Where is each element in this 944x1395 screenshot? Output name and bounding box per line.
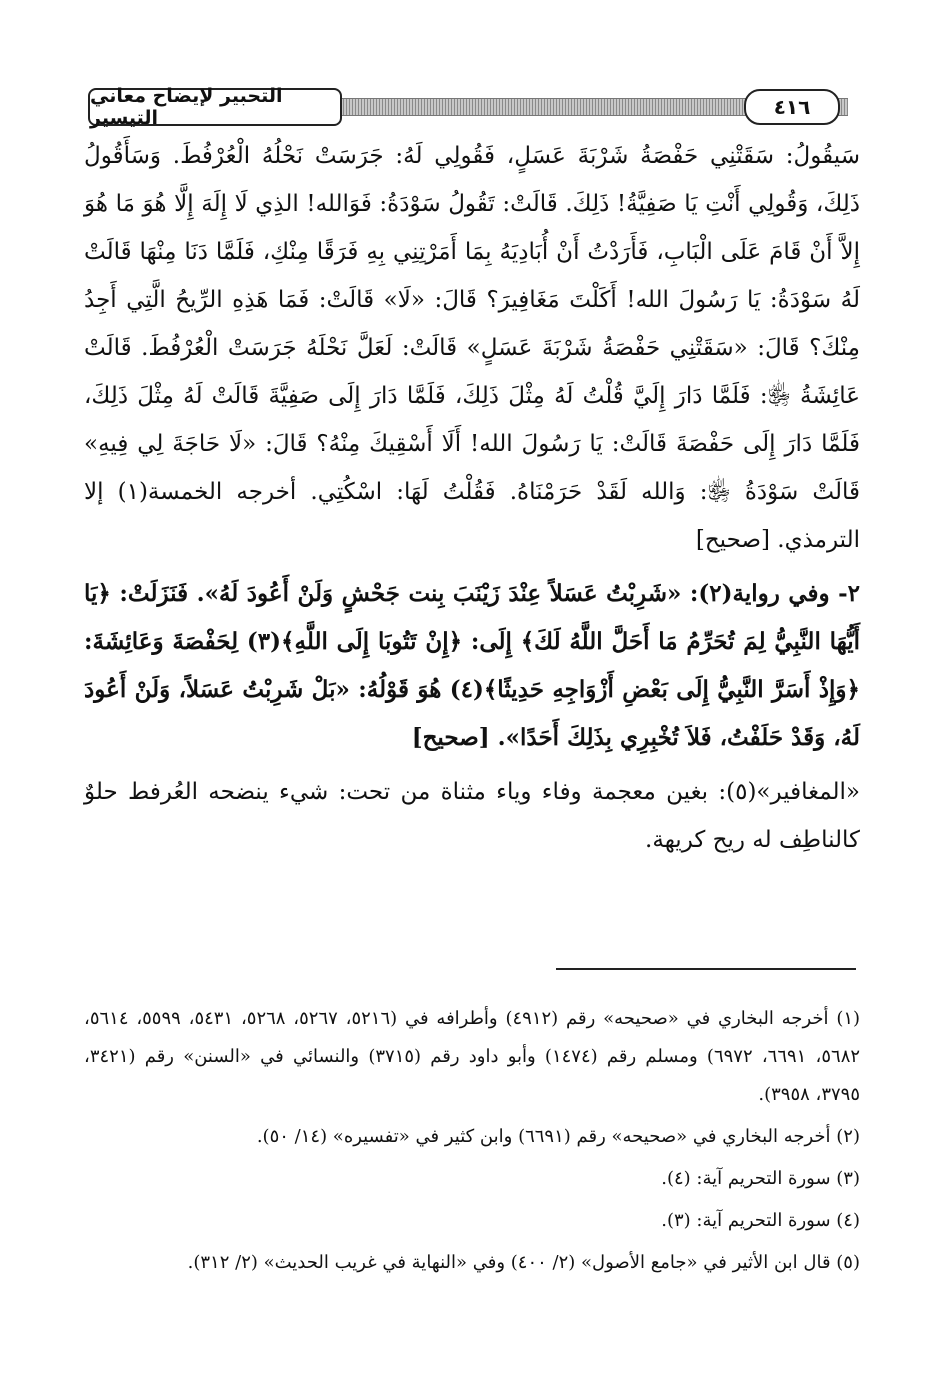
footnote-1: (١) أخرجه البخاري في «صحيحه» رقم (٤٩١٢) وأطرافه في (٥٢١٦، ٥٢٦٧، ٥٢٦٨، ٥٤٣١، ٥٥٩٩، ٥٦١٤، ٥٦٨٢، ٦٦٩١، ٦٩٧٢) ومسلم رقم (١٤٧٤) وأبو داود رقم (٣٧١٥) والنسائي في «السنن» رقم (٣٤٢١، ٣٧٩٥، ٣٩٥٨).	[84, 1008, 861, 1105]
footnote-5: (٥) قال ابن الأثير في «جامع الأصول» (٢/ ٤٠٠) وفي «النهاية في غريب الحديث» (٢/ ٣١٢).	[187, 1252, 860, 1273]
page-header	[88, 85, 848, 129]
paragraph-hadith-1: سَيقُولُ: سَقَتْنِي حَفْصَةُ شَرْبَةَ عَسَلٍ، فَقُولِي لَهُ: جَرَسَتْ نَحْلُهُ الْعُرْفُطَ. وَسَأَقُولُ ذَلِكَ، وَقُولِي أَنْتِ يَا صَفِيَّةُ! ذَلِكَ. قَالَتْ: تَقُولُ سَوْدَةُ: فَوَالله! الذِي لَا إِلَهَ إِلَّا هُوَ مَا هُوَ إِلاَّ أَنْ قَامَ عَلَى الْبَابِ، فَأَرَدْتُ أَنْ أُبَادِيَهُ بِمَا أَمَرْتِنِي بِهِ فَرَقًا مِنْكِ، فَلَمَّا دَنَا مِنْهَا قَالَتْ لَهُ سَوْدَةُ: يَا رَسُولَ الله! أَكَلْتَ مَغَافِيرَ؟ قَالَ: «لَا» قَالَتْ: فَمَا هَذِهِ الرِّيحُ الَّتِي أَجِدُ مِنْكَ؟ قَالَ: «سَقَتْنِي حَفْصَةُ شَرْبَةَ عَسَلٍ» قَالَتْ: لَعَلَّ نَحْلَهُ جَرَسَتْ الْعُرْفُطَ. قَالَتْ عَائِشَةُ ﵂: فَلَمَّا دَارَ إِلَيَّ قُلْتُ لَهُ مِثْلَ ذَلِكَ، فَلَمَّا دَارَ إِلَى صَفِيَّةَ قَالَتْ لَهُ مِثْلَ ذَلِكَ، فَلَمَّا دَارَ إِلَى حَفْصَةَ قَالَتْ: يَا رَسُولَ الله! أَلَا أَسْقِيكَ مِنْهُ؟ قَالَ: «لَا حَاجَةَ لِي فِيهِ» قَالَتْ سَوْدَةُ ﵂: وَالله لَقَدْ حَرَمْنَاهُ. فَقُلْتُ لَهَا: اسْكُتِي. أخرجه الخمسة(١) إلا الترمذي. [صحيح]	[84, 143, 860, 553]
footnotes	[84, 1000, 860, 1286]
page-number: ٤١٦	[744, 89, 840, 125]
paragraph-hadith-2: ٢- وفي رواية(٢): «شَرِبْتُ عَسَلاً عِنْدَ زَيْنَبَ بِنت جَحْشٍ وَلَنْ أَعُودَ لَهُ». فَنَزَلَتْ: ﴿يَا أَيُّهَا النَّبِيُّ لِمَ تُحَرِّمُ مَا أَحَلَّ اللَّهُ لَكَ﴾ إِلَى: ﴿إِنْ تَتُوبَا إِلَى اللَّهِ﴾(٣) لِحَفْصَةَ وَعَائِشَةَ: ﴿وَإِذْ أَسَرَّ النَّبِيُّ إِلَى بَعْضِ أَزْوَاجِهِ حَدِيثًا﴾(٤) هُوَ قَوْلُهُ: «بَلْ شَرِبْتُ عَسَلاً، وَلَنْ أَعُودَ لَهُ، وَقَدْ حَلَفْتُ، فَلاَ تُخْبِرِي بِذَلِكَ أَحَدًا». [صحيح]	[84, 580, 861, 751]
paragraph-glossary-note: «المغافير»(٥): بغين معجمة وفاء وياء مثناة من تحت: شيء ينضحه العُرفط حلوٌ كالناطِف له ريح كريهة.	[84, 779, 860, 853]
footnote-separator	[556, 968, 856, 970]
footnote-3: (٣) سورة التحريم آية: (٤).	[661, 1168, 860, 1189]
main-text	[84, 132, 860, 870]
footnote-2: (٢) أخرجه البخاري في «صحيحه» رقم (٦٦٩١) وابن كثير في «تفسيره» (١٤/ ٥٠).	[256, 1126, 860, 1147]
footnote-4: (٤) سورة التحريم آية: (٣).	[661, 1210, 860, 1231]
book-title: التحبير لإيضاح معاني التيسير	[88, 88, 342, 126]
